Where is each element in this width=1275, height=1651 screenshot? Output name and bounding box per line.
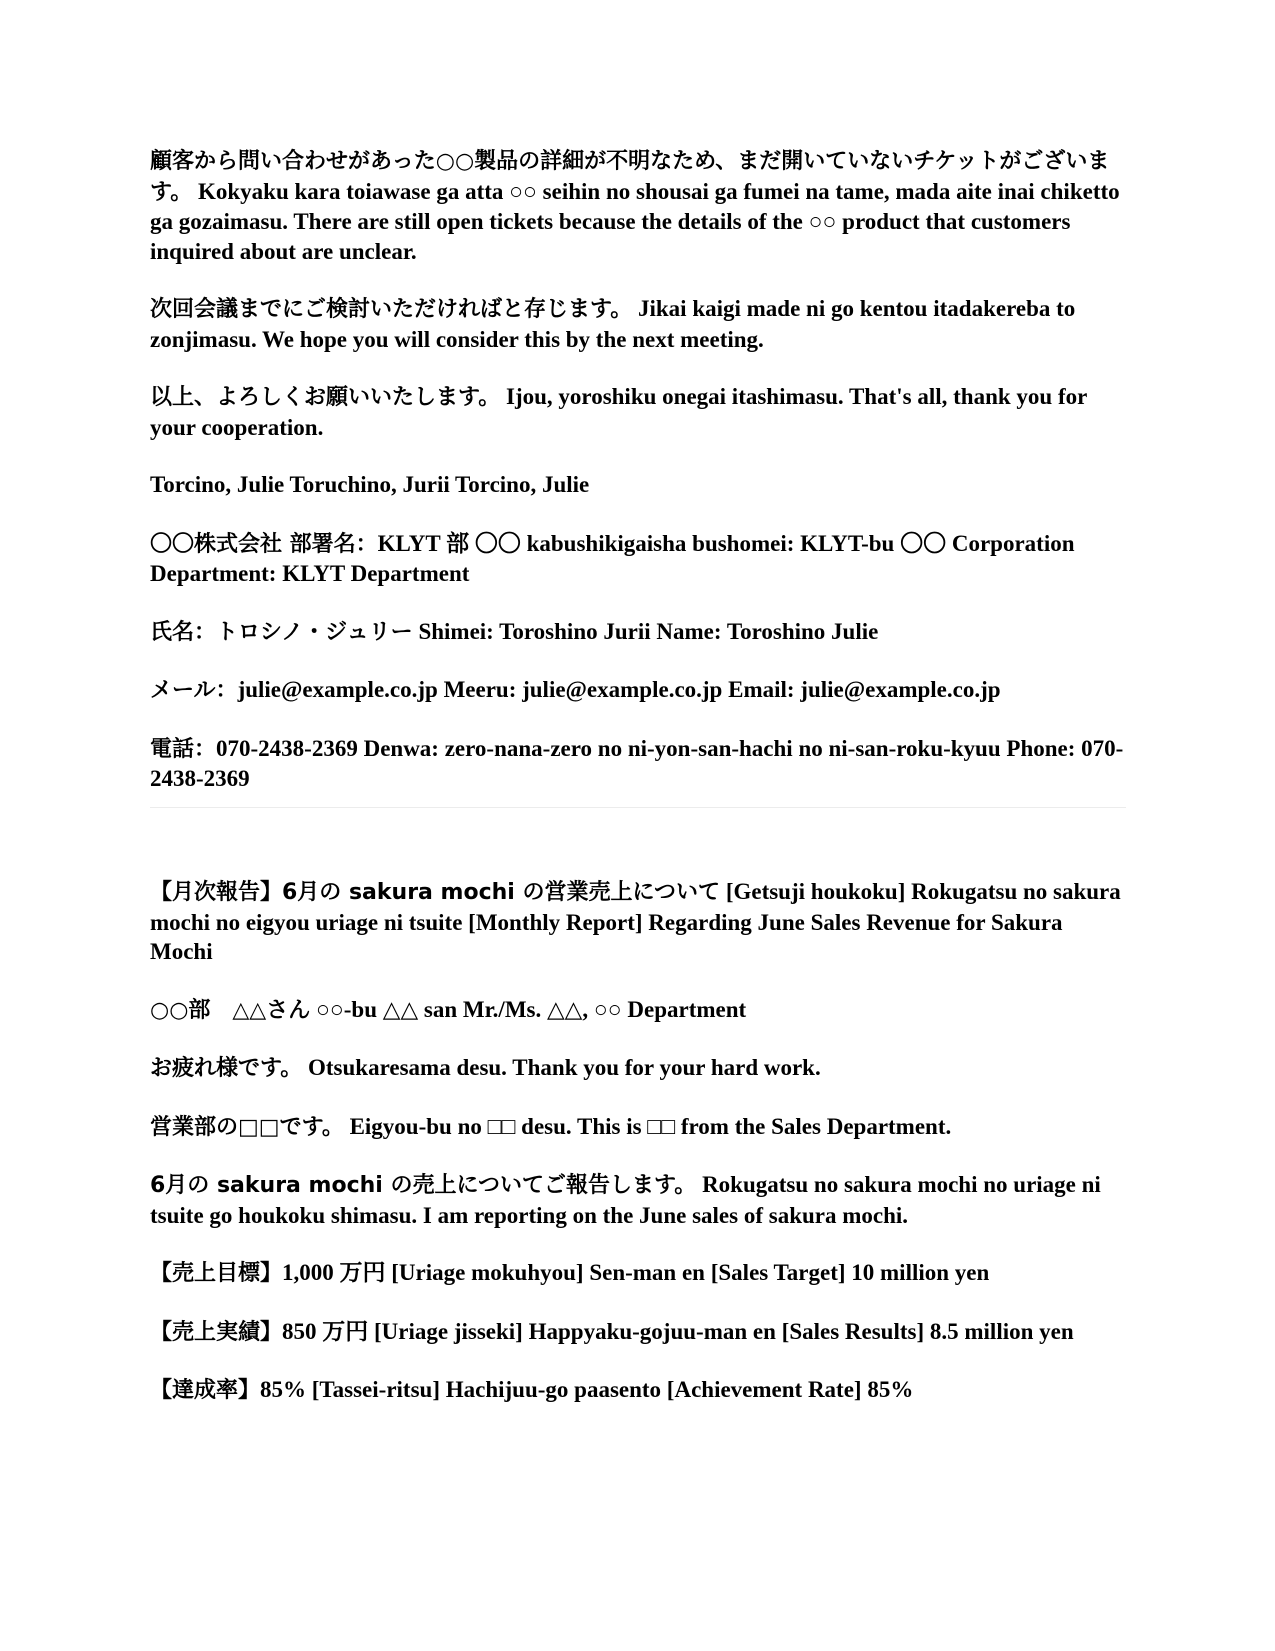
report-subject <box>150 877 1126 967</box>
report-purpose <box>150 1170 1126 1230</box>
report-achievement-rate <box>150 1375 1126 1406</box>
paragraph-en-text: Otsukaresama desu. Thank you for your hard work. <box>302 1055 821 1080</box>
paragraph-jp-text: 〇〇株式会社 部署名： <box>150 531 378 557</box>
paragraph-en-text: 850 万円 [Uriage jisseki] Happyaku-gojuu-man en [Sales Results] 8.5 million yen <box>282 1318 1074 1344</box>
paragraph-jp-text: 営業部の□□です。 <box>150 1114 344 1140</box>
signature-full-name <box>150 617 1126 648</box>
paragraph-jp-text: 【売上目標】 <box>150 1261 283 1286</box>
paragraph-en-text: Kokyaku kara toiawase ga atta ○○ seihin no shousai ga fumei na tame, mada aite inai chiketto ga gozaimasu. There are still open tickets because the details of the ○○ product that customers inquired about are unclear. <box>150 178 1120 264</box>
paragraph-en-text: Ijou, yoroshiku onegai itashimasu. That's all, thank you for your cooperation. <box>150 384 1087 440</box>
paragraph-jp-text: 顧客から問い合わせがあった○○製品の詳細が不明なため、まだ開いていないチケットがございます。 <box>150 149 1110 205</box>
signature-phone <box>150 734 1126 794</box>
paragraph-jp-text: 以上、よろしくお願いいたします。 <box>150 385 501 410</box>
report-greeting <box>150 1053 1126 1084</box>
email-section-1 <box>150 146 1126 794</box>
signature-name <box>150 470 1126 501</box>
paragraph-jp-text: 6月の sakura mochi の売上についてご報告します。 <box>150 1173 697 1198</box>
paragraph-en-text: Rokugatsu no sakura mochi no uriage ni tsuite go houkoku shimasu. I am reporting on the June sales of sakura mochi. <box>150 1172 1101 1228</box>
paragraph-jp-text: お疲れ様です。 <box>150 1056 303 1081</box>
paragraph-en-text: 85% [Tassei-ritsu] Hachijuu-go paasento [Achievement Rate] 85% <box>260 1377 914 1402</box>
paragraph-en-text: Jikai kaigi made ni go kentou itadakereba to zonjimasu. We hope you will consider this by the next meeting. <box>150 296 1076 352</box>
signature-company <box>150 529 1126 589</box>
paragraph-en-text: 1,000 万円 [Uriage mokuhyou] Sen-man en [Sales Target] 10 million yen <box>282 1260 990 1285</box>
paragraph-jp-text: ○○部 △△さん <box>150 997 311 1023</box>
paragraph-en-text: Eigyou-bu no □□ desu. This is □□ from the Sales Department. <box>343 1113 952 1139</box>
paragraph-en-text: Shimei: Toroshino Jurii Name: Toroshino Julie <box>412 618 879 644</box>
paragraph-closing <box>150 382 1126 442</box>
paragraph-jp-text: 電話： <box>150 736 217 762</box>
paragraph-en-text: Torcino, Julie Toruchino, Jurii Torcino, Julie <box>150 472 590 497</box>
report-sender-intro <box>150 1112 1126 1143</box>
paragraph-jp-text: 氏名：トロシノ・ジュリー <box>150 619 413 645</box>
document-page <box>150 146 1126 1403</box>
paragraph-en-text: [Getsuji houkoku] Rokugatsu no sakura mochi no eigyou uriage ni tsuite [Monthly Report] Regarding June Sales Revenue for Sakura Mochi <box>150 879 1121 964</box>
report-recipient <box>150 995 1126 1026</box>
paragraph-jp-text: 【売上実績】 <box>150 1319 283 1345</box>
paragraph-en-text: 070-2438-2369 Denwa: zero-nana-zero no ni-yon-san-hachi no ni-san-roku-kyuu Phone: 070-2438-2369 <box>150 735 1124 791</box>
email-section-2 <box>150 877 1126 1434</box>
report-sales-target <box>150 1258 1126 1289</box>
paragraph-en-text: julie@example.co.jp Meeru: julie@example.co.jp Email: julie@example.co.jp <box>237 677 1001 702</box>
paragraph-jp-text: 【月次報告】6月の sakura mochi の営業売上について <box>150 880 721 905</box>
paragraph-en-text: ○○-bu △△ san Mr./Ms. △△, ○○ Department <box>310 996 747 1022</box>
paragraph-open-tickets <box>150 146 1126 266</box>
paragraph-jp-text: メール： <box>150 678 238 703</box>
paragraph-jp-text: 【達成率】 <box>150 1378 261 1403</box>
paragraph-next-meeting <box>150 294 1126 354</box>
section-divider <box>150 807 1126 808</box>
signature-email <box>150 675 1126 706</box>
paragraph-en-text: KLYT 部 〇〇 kabushikigaisha bushomei: KLYT-bu 〇〇 Corporation Department: KLYT Department <box>150 530 1075 586</box>
report-sales-results <box>150 1317 1126 1348</box>
paragraph-jp-text: 次回会議までにご検討いただければと存じます。 <box>150 297 633 322</box>
